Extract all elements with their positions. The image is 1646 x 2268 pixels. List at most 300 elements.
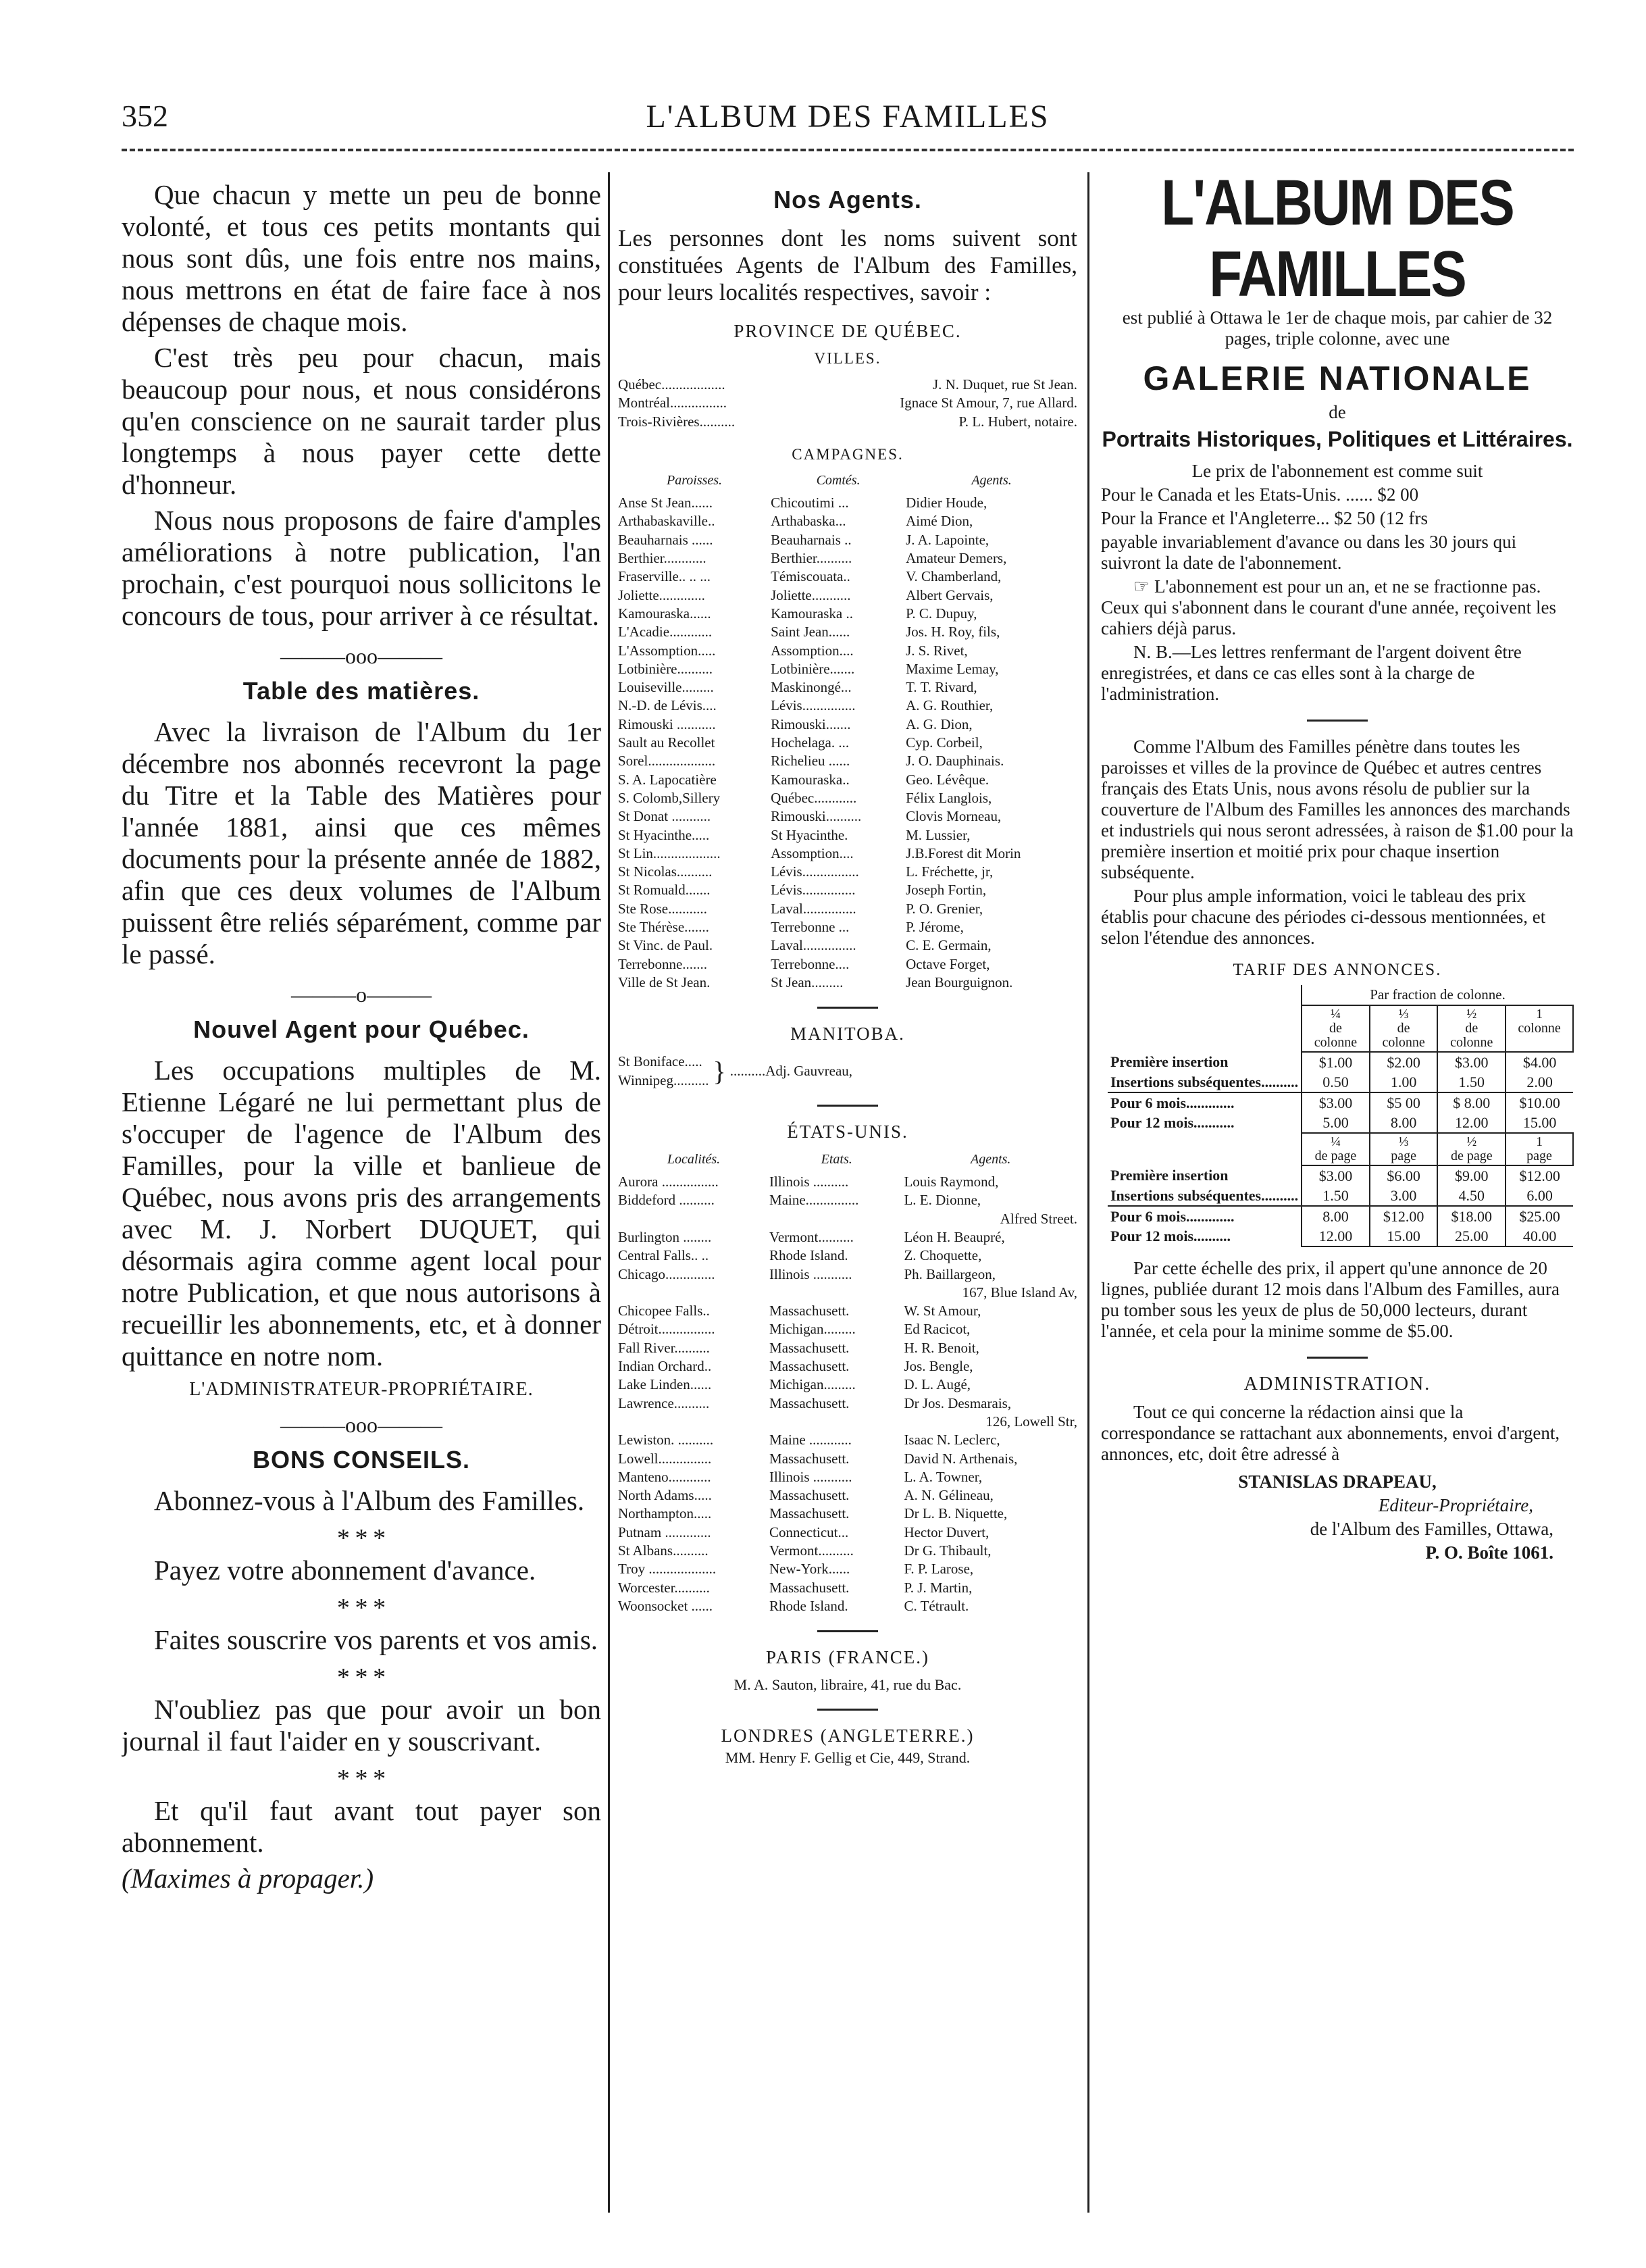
tarif-cell: $3.00 — [1302, 1165, 1370, 1186]
etats-cell: Dr G. Thibault, — [904, 1542, 992, 1559]
tarif-cell: $1.00 — [1302, 1052, 1370, 1072]
province-heading: PROVINCE DE QUÉBEC. — [734, 321, 962, 341]
campagne-cell: J. S. Rivet, — [906, 642, 968, 659]
campagne-cell: Joseph Fortin, — [906, 882, 987, 899]
paragraph: Avec la livraison de l'Album du 1er décembre nos abonnés recevront la page du Titre et la Table des Matières pour l'année 1881, ainsi que ces mêmes documents pour la présente année de 1882, afin que ces deux volumes de l'Album puissent être reliés séparément, comme par le passé. — [122, 716, 601, 969]
campagne-cell: Anse St Jean...... — [618, 495, 713, 511]
tarif-header-text: de page — [1450, 1149, 1493, 1163]
etats-row — [618, 1431, 1077, 1449]
publisher-title: Editeur-Propriétaire, — [1378, 1495, 1533, 1515]
etats-row — [618, 1450, 1077, 1468]
etats-cell: New-York...... — [769, 1561, 850, 1578]
tarif-cell: 1.00 — [1370, 1072, 1438, 1092]
etats-header-row — [618, 1151, 1077, 1173]
campagne-cell: Beauharnais .. — [771, 531, 852, 548]
etats-cell: Massachusett. — [769, 1505, 850, 1522]
campagne-cell: N.-D. de Lévis.... — [618, 697, 717, 714]
londres-agent: MM. Henry F. Gellig et Cie, 449, Strand. — [725, 1749, 971, 1767]
campagne-row — [618, 936, 1077, 955]
manitoba-agent: ..........Adj. Gauvreau, — [729, 1062, 853, 1079]
tarif-cell: 3.00 — [1370, 1186, 1438, 1206]
ville-agent: J. N. Duquet, rue St Jean. — [932, 376, 1077, 393]
campagne-cell: Berthier.......... — [771, 550, 852, 567]
etats-cell: Lewiston. .......... — [618, 1432, 714, 1448]
tarif-col-header-row — [1108, 1005, 1573, 1052]
etats-cell: Dr L. B. Niquette, — [904, 1505, 1008, 1522]
tarif-cell: $18.00 — [1437, 1206, 1506, 1226]
tarif-blank — [1108, 1133, 1302, 1165]
asterism: * * * — [336, 1594, 386, 1622]
tarif-cell: $2.00 — [1370, 1052, 1438, 1072]
londres-heading: LONDRES (ANGLETERRE.) — [721, 1725, 975, 1746]
tarif-row-label: Insertions subséquentes.......... — [1110, 1074, 1299, 1090]
section-heading: BONS CONSEILS. — [252, 1446, 471, 1473]
column-rule-2 — [1087, 172, 1089, 2213]
column-middle — [618, 179, 1077, 2213]
etats-row — [618, 1505, 1077, 1523]
tarif-row — [1108, 1206, 1573, 1226]
campagne-row — [618, 863, 1077, 881]
campagne-cell: T. T. Rivard, — [906, 679, 977, 696]
etats-cell: Maine ............ — [769, 1432, 852, 1448]
campagne-cell: Ste Rose........... — [618, 900, 707, 917]
etats-cell: Chicago.............. — [618, 1265, 715, 1282]
tarif-row — [1108, 1226, 1573, 1246]
tarif-col-header — [1437, 1005, 1506, 1052]
etats-cell: L. A. Towner, — [904, 1468, 983, 1485]
campagne-cell: Assomption.... — [771, 642, 854, 659]
tarif-row-label: Première insertion — [1110, 1053, 1229, 1070]
etats-cell: C. Tétrault. — [904, 1597, 969, 1614]
tarif-row — [1108, 1113, 1573, 1133]
price-france: Pour la France et l'Angleterre... $2 50 (12 frs — [1101, 508, 1428, 528]
campagne-cell: C. E. Germain, — [906, 937, 992, 954]
etats-cell: L. E. Dionne, — [904, 1192, 981, 1209]
campagne-row — [618, 845, 1077, 863]
tarif-header-text: colonne — [1450, 1035, 1493, 1050]
campagne-cell: Lévis............... — [771, 882, 856, 899]
etats-cell — [769, 1210, 904, 1228]
campagne-cell: Kamouraska...... — [618, 605, 711, 622]
tarif-header-text: 1 — [1536, 1134, 1543, 1149]
price-terms: payable invariablement d'avance ou dans les 30 jours qui suivront la date de l'abonnement. — [1101, 532, 1517, 573]
running-header — [122, 98, 1574, 145]
header-rule — [122, 149, 1574, 151]
etats-unis-table — [618, 1151, 1077, 1615]
etats-cell: H. R. Benoit, — [904, 1339, 979, 1356]
tarif-cell: 1.50 — [1302, 1186, 1370, 1206]
etats-cell: Michigan......... — [769, 1376, 856, 1393]
campagne-row — [618, 715, 1077, 734]
tarif-cell: 1.50 — [1437, 1072, 1506, 1092]
etats-cell: Massachusett. — [769, 1339, 850, 1356]
etats-row — [618, 1265, 1077, 1284]
scale-paragraph: Par cette échelle des prix, il appert qu'une annonce de 20 lignes, publiée durant 12 mois dans l'Album des Familles, aura pu tomber sous les yeux de plus de 50,000 lecteurs, durant l'année, et cela pour la minime somme de $5.00. — [1101, 1258, 1560, 1341]
campagne-cell: Rimouski....... — [771, 715, 851, 732]
etats-cell: Putnam ............. — [618, 1523, 711, 1540]
admin-paragraph: Tout ce qui concerne la rédaction ainsi que la correspondance se rattachant aux abonnements, envoi d'argent, annonces, etc, doit être adressé à — [1101, 1402, 1560, 1464]
tarif-header-text: ½ — [1466, 1007, 1477, 1022]
etats-cell: Massachusett. — [769, 1394, 850, 1411]
campagne-cell: St Vinc. de Paul. — [618, 937, 713, 954]
etats-cell: P. J. Martin, — [904, 1579, 973, 1596]
ville-agent: Ignace St Amour, 7, rue Allard. — [900, 395, 1077, 411]
etats-cell: Jos. Bengle, — [904, 1358, 973, 1375]
etats-cell: Biddeford .......... — [618, 1192, 715, 1209]
etats-cell: Rhode Island. — [769, 1597, 848, 1614]
admin-heading: ADMINISTRATION. — [1243, 1374, 1431, 1394]
tarif-header-text: ⅓ — [1398, 1007, 1409, 1022]
campagnes-col-header: Paroisses. — [667, 472, 723, 488]
running-title: L'ALBUM DES FAMILLES — [646, 99, 1050, 134]
tarif-cell: 12.00 — [1437, 1113, 1506, 1133]
etats-cell — [618, 1284, 769, 1302]
etats-cell: Illinois .......... — [769, 1174, 849, 1190]
tarif-table — [1108, 985, 1574, 1247]
tarif-page-header — [1302, 1133, 1370, 1165]
campagne-cell: Joliette............. — [618, 586, 705, 603]
paragraph: Nous nous proposons de faire d'amples améliorations à notre publication, l'an prochain, c'est pourquoi nous sollicitons le concours de tous, pour arriver à ce résultat. — [122, 505, 601, 631]
tarif-row — [1108, 1052, 1573, 1072]
tarif-header-text: de page — [1314, 1149, 1357, 1163]
campagne-row — [618, 494, 1077, 512]
separator: ———o——— — [291, 982, 432, 1007]
campagne-row — [618, 789, 1077, 807]
campagne-row — [618, 771, 1077, 789]
campagne-cell: Sorel................... — [618, 753, 716, 770]
campagne-cell: Octave Forget, — [906, 955, 990, 972]
etats-cell: 126, Lowell Str, — [985, 1413, 1077, 1430]
etats-cell: Central Falls.. .. — [618, 1247, 709, 1264]
campagne-cell: Joliette........... — [771, 586, 851, 603]
tarif-cell: $10.00 — [1506, 1092, 1573, 1113]
tarif-cell: 15.00 — [1506, 1113, 1573, 1133]
campagne-cell: St Hyacinthe. — [771, 826, 848, 843]
etats-cell — [618, 1210, 769, 1228]
campagne-cell: Jean Bourguignon. — [906, 974, 1013, 990]
galerie-title: GALERIE NATIONALE — [1143, 359, 1532, 397]
campagne-cell: St Romuald....... — [618, 882, 711, 899]
campagne-cell: Québec............ — [771, 789, 857, 806]
etats-cell: Michigan......... — [769, 1321, 856, 1338]
etats-cell — [618, 1413, 769, 1431]
tarif-cell: $ 8.00 — [1437, 1092, 1506, 1113]
campagne-row — [618, 549, 1077, 568]
campagnes-header-row — [618, 472, 1077, 494]
etats-cell: Troy ................... — [618, 1561, 717, 1578]
campagne-cell: Albert Gervais, — [906, 586, 994, 603]
tarif-cell: 12.00 — [1302, 1226, 1370, 1246]
campagne-cell: Ville de St Jean. — [618, 974, 711, 990]
ville-agent: P. L. Hubert, notaire. — [958, 413, 1077, 430]
etats-cell: Alfred Street. — [1000, 1210, 1077, 1227]
campagne-cell: Chicoutimi ... — [771, 495, 849, 511]
etats-cell: Détroit................ — [618, 1321, 715, 1338]
tarif-page-header-row — [1108, 1133, 1573, 1165]
etats-cell: Hector Duvert, — [904, 1523, 989, 1540]
tarif-cell: $3.00 — [1437, 1052, 1506, 1072]
etats-cell: Connecticut... — [769, 1523, 849, 1540]
etats-cell: Aurora ................ — [618, 1174, 719, 1190]
campagne-cell: L. Fréchette, jr, — [906, 863, 994, 880]
etats-heading: ÉTATS-UNIS. — [787, 1121, 908, 1142]
campagne-cell: Didier Houde, — [906, 495, 987, 511]
campagne-cell: Lotbinière....... — [771, 660, 855, 677]
campagne-cell: Maxime Lemay, — [906, 660, 999, 677]
etats-cell: Indian Orchard.. — [618, 1358, 712, 1375]
etats-cell: Woonsocket ...... — [618, 1597, 713, 1614]
campagne-cell: Lévis................ — [771, 863, 859, 880]
page-number: 352 — [122, 99, 168, 133]
divider — [817, 1105, 878, 1107]
campagne-cell: Richelieu ...... — [771, 753, 850, 770]
tarif-page-header — [1370, 1133, 1438, 1165]
campagne-cell: Témiscouata.. — [771, 568, 850, 585]
campagne-cell: St Jean......... — [771, 974, 844, 990]
campagne-cell: Terrebonne ... — [771, 919, 850, 936]
divider — [817, 1709, 878, 1711]
publisher-box: P. O. Boîte 1061. — [1425, 1542, 1553, 1563]
etats-cell: Fall River.......... — [618, 1339, 710, 1356]
campagne-cell: Laval............... — [771, 900, 856, 917]
etats-row — [618, 1228, 1077, 1246]
ville-name: Montréal................ — [618, 395, 727, 411]
campagne-cell: Lotbinière.......... — [618, 660, 713, 677]
tarif-header-text: de — [1465, 1021, 1478, 1036]
tarif-page-header — [1437, 1133, 1506, 1165]
etats-cell: Vermont.......... — [769, 1542, 854, 1559]
campagne-cell: Terrebonne....... — [618, 955, 708, 972]
tarif-header-text: colonne — [1314, 1035, 1358, 1050]
campagne-row — [618, 642, 1077, 660]
etats-row — [618, 1320, 1077, 1338]
etats-cell: Illinois ........... — [769, 1265, 852, 1282]
campagne-row — [618, 826, 1077, 845]
campagne-cell: Rimouski ........... — [618, 715, 716, 732]
campagne-cell: Lévis............... — [771, 697, 856, 714]
etats-row — [618, 1468, 1077, 1486]
campagnes-table — [618, 472, 1077, 992]
etats-row — [618, 1560, 1077, 1578]
etats-cell: Isaac N. Leclerc, — [904, 1432, 1000, 1448]
publisher-name: STANISLAS DRAPEAU, — [1238, 1471, 1437, 1492]
etats-cell: Northampton..... — [618, 1505, 712, 1522]
campagne-row — [618, 697, 1077, 715]
etats-row — [618, 1542, 1077, 1560]
tarif-row — [1108, 1165, 1573, 1186]
ville-row — [618, 413, 1077, 431]
asterism: * * * — [336, 1524, 386, 1553]
etats-cell: Massachusett. — [769, 1303, 850, 1319]
tarif-cell: 4.50 — [1437, 1186, 1506, 1206]
campagne-cell: Amateur Demers, — [906, 550, 1007, 567]
campagne-cell: Clovis Morneau, — [906, 808, 1002, 825]
campagne-cell: Saint Jean...... — [771, 624, 850, 640]
tarif-cell: 0.50 — [1302, 1072, 1370, 1092]
campagne-cell: St Donat ........... — [618, 808, 711, 825]
tarif-col-header — [1506, 1005, 1573, 1052]
etats-cell: Vermont.......... — [769, 1228, 854, 1245]
campagne-row — [618, 660, 1077, 678]
tarif-blank — [1108, 985, 1302, 1005]
tarif-cell: $25.00 — [1506, 1206, 1573, 1226]
etats-cell: Léon H. Beaupré, — [904, 1228, 1005, 1245]
campagne-cell: J.B.Forest dit Morin — [906, 845, 1021, 861]
separator: ———ooo——— — [280, 1413, 442, 1437]
campagnes-col-header: Comtés. — [816, 472, 860, 488]
price-intro: Le prix de l'abonnement est comme suit — [1191, 461, 1483, 481]
etats-row — [618, 1339, 1077, 1357]
separator: ———ooo——— — [280, 644, 442, 668]
tarif-header-text: page — [1391, 1149, 1416, 1163]
manitoba-table — [618, 1053, 852, 1090]
etats-row — [618, 1191, 1077, 1209]
column-right — [1101, 179, 1574, 2213]
campagne-cell: St Hyacinthe..... — [618, 826, 710, 843]
campagne-cell: Hochelaga. ... — [771, 734, 850, 751]
etats-row — [618, 1284, 1077, 1302]
advice: N'oubliez pas que pour avoir un bon journal il faut l'aider en y souscrivant. — [122, 1694, 601, 1757]
section-heading: Nouvel Agent pour Québec. — [193, 1015, 530, 1043]
etats-cell: St Albans.......... — [618, 1542, 709, 1559]
etats-cell: Rhode Island. — [769, 1247, 848, 1264]
campagne-cell: P. C. Dupuy, — [906, 605, 977, 622]
etats-cell: Dr Jos. Desmarais, — [904, 1394, 1012, 1411]
campagne-row — [618, 752, 1077, 770]
tarif-row — [1108, 1072, 1573, 1092]
paris-heading: PARIS (FRANCE.) — [765, 1647, 930, 1668]
campagne-cell: P. O. Grenier, — [906, 900, 983, 917]
campagne-cell: Rimouski.......... — [771, 808, 862, 825]
tarif-cell: 15.00 — [1370, 1226, 1438, 1246]
campagne-cell: Terrebonne.... — [771, 955, 850, 972]
campagne-cell: J. A. Lapointe, — [906, 531, 989, 548]
tarif-header-text: ¼ — [1330, 1007, 1341, 1022]
campagne-row — [618, 586, 1077, 605]
campagne-cell: Arthabaska... — [771, 513, 846, 530]
tarif-col-title: Par fraction de colonne. — [1302, 985, 1573, 1005]
etats-cell: F. P. Larose, — [904, 1561, 974, 1578]
brace: } — [713, 1055, 726, 1086]
etats-cell: Maine............... — [769, 1192, 859, 1209]
campagne-cell: Berthier............ — [618, 550, 706, 567]
manitoba-place: Winnipeg.......... — [618, 1072, 709, 1088]
tarif-col-header — [1370, 1005, 1438, 1052]
etats-cell: A. N. Gélineau, — [904, 1487, 994, 1504]
tarif-header-text: 1 — [1536, 1007, 1543, 1022]
campagne-cell: P. Jérome, — [906, 919, 964, 936]
etats-cell — [769, 1284, 904, 1302]
tarif-cell: 6.00 — [1506, 1186, 1573, 1206]
tarif-cell: 5.00 — [1302, 1113, 1370, 1133]
subscription-note: ☞ L'abonnement est pour un an, et ne se fractionne pas. Ceux qui s'abonnent dans le courant d'une année, reçoivent les cahiers déjà parus. — [1101, 576, 1557, 638]
campagne-cell: Jos. H. Roy, fils, — [906, 624, 1000, 640]
paragraph: Les occupations multiples de M. Etienne Légaré ne lui permettant plus de s'occuper de l'agence de l'Album des Familles, pour la ville et banlieue de Québec, nous avons pris des arrangements avec M. J. Norbert DUQUET, qui désormais agira comme agent local pour notre Publication, et que nous autorisons à recueillir les abonnements, etc, et à donner quittance en notre nom. — [122, 1055, 601, 1371]
etats-cell: 167, Blue Island Av, — [962, 1284, 1077, 1301]
tarif-row-label: Pour 6 mois............. — [1108, 1092, 1302, 1113]
tarif-title-row — [1108, 985, 1573, 1005]
tarif-row-label: Première insertion — [1110, 1167, 1229, 1184]
campagne-cell: Louiseville......... — [618, 679, 714, 696]
etats-row — [618, 1302, 1077, 1320]
campagne-cell: A. G. Dion, — [906, 715, 973, 732]
etats-cell: D. L. Augé, — [904, 1376, 971, 1393]
campagne-row — [618, 807, 1077, 826]
asterism: * * * — [336, 1663, 386, 1692]
campagne-cell: Sault au Recollet — [618, 734, 715, 751]
campagne-cell: Laval............... — [771, 937, 856, 954]
campagne-cell: L'Assomption..... — [618, 642, 716, 659]
tarif-cell: 25.00 — [1437, 1226, 1506, 1246]
maxim-caption: (Maximes à propager.) — [122, 1863, 374, 1894]
villes-table — [618, 376, 1077, 431]
campagnes-col-header: Agents. — [971, 472, 1012, 488]
etats-col-header: Etats. — [821, 1151, 852, 1167]
portraits-heading: Portraits Historiques, Politiques et Littéraires. — [1102, 427, 1573, 451]
etats-row — [618, 1523, 1077, 1542]
publication-info: est publié à Ottawa le 1er de chaque mois, par cahier de 32 pages, triple colonne, avec une — [1122, 307, 1553, 349]
ville-row — [618, 394, 1077, 412]
tarif-row-label: Pour 12 mois........... — [1110, 1114, 1235, 1131]
agents-intro: Les personnes dont les noms suivent sont constituées Agents de l'Album des Familles, pour leurs localités respectives, savoir : — [618, 225, 1077, 305]
campagne-cell: A. G. Routhier, — [906, 697, 994, 714]
campagne-row — [618, 900, 1077, 918]
tarif-header-text: de — [1329, 1021, 1342, 1036]
etats-row — [618, 1486, 1077, 1505]
tarif-header-text: colonne — [1518, 1021, 1561, 1036]
campagne-cell: Assomption.... — [771, 845, 854, 861]
ads-paragraph: Pour plus ample information, voici le tableau des prix établis pour chacune des périodes ci-dessous mentionnées, et selon l'étendue des annonces. — [1101, 886, 1546, 948]
etats-cell — [769, 1413, 904, 1431]
campagne-row — [618, 531, 1077, 549]
paragraph: Que chacun y mette un peu de bonne volonté, et tous ces petits montants qui nous sont dûs, une fois entre nos mains, nous mettrons en état de faire face à nos dépenses de chaque mois. — [122, 179, 601, 337]
etats-cell: Massachusett. — [769, 1579, 850, 1596]
campagne-row — [618, 605, 1077, 623]
campagne-cell: Cyp. Corbeil, — [906, 734, 983, 751]
campagne-cell: Kamouraska .. — [771, 605, 853, 622]
etats-cell: Ed Racicot, — [904, 1321, 971, 1338]
tarif-row — [1108, 1186, 1573, 1206]
column-rule-1 — [608, 172, 610, 2213]
paragraph: C'est très peu pour chacun, mais beaucoup pour nous, et nous considérons qu'en conscience on ne saurait tarder plus longtemps à nous payer cette dette d'honneur. — [122, 342, 601, 500]
etats-row — [618, 1246, 1077, 1265]
tarif-cell: 8.00 — [1370, 1113, 1438, 1133]
tarif-cell: $3.00 — [1302, 1092, 1370, 1113]
masthead-title: L'ALBUM DES FAMILLES — [1161, 179, 1514, 310]
etats-row — [618, 1173, 1077, 1191]
manitoba-heading: MANITOBA. — [790, 1024, 905, 1044]
etats-row — [618, 1579, 1077, 1597]
divider — [1307, 720, 1368, 722]
etats-row — [618, 1394, 1077, 1413]
campagne-cell: Kamouraska.. — [771, 771, 850, 788]
campagne-row — [618, 955, 1077, 974]
advice: Abonnez-vous à l'Album des Familles. — [154, 1485, 585, 1516]
advice: Et qu'il faut avant tout payer son abonnement. — [122, 1795, 601, 1858]
divider — [817, 1630, 878, 1632]
tarif-cell: 8.00 — [1302, 1206, 1370, 1226]
campagne-row — [618, 881, 1077, 899]
campagne-row — [618, 568, 1077, 586]
campagne-cell: St Nicolas.......... — [618, 863, 713, 880]
campagne-cell: Ste Thérèse....... — [618, 919, 709, 936]
tarif-header-text: de — [1397, 1021, 1410, 1036]
divider — [817, 1007, 878, 1009]
asterism: * * * — [336, 1765, 386, 1793]
tarif-row-label: Pour 12 mois.......... — [1110, 1228, 1231, 1244]
campagne-cell: St Lin................... — [618, 845, 721, 861]
ville-name: Québec.................. — [618, 376, 725, 393]
